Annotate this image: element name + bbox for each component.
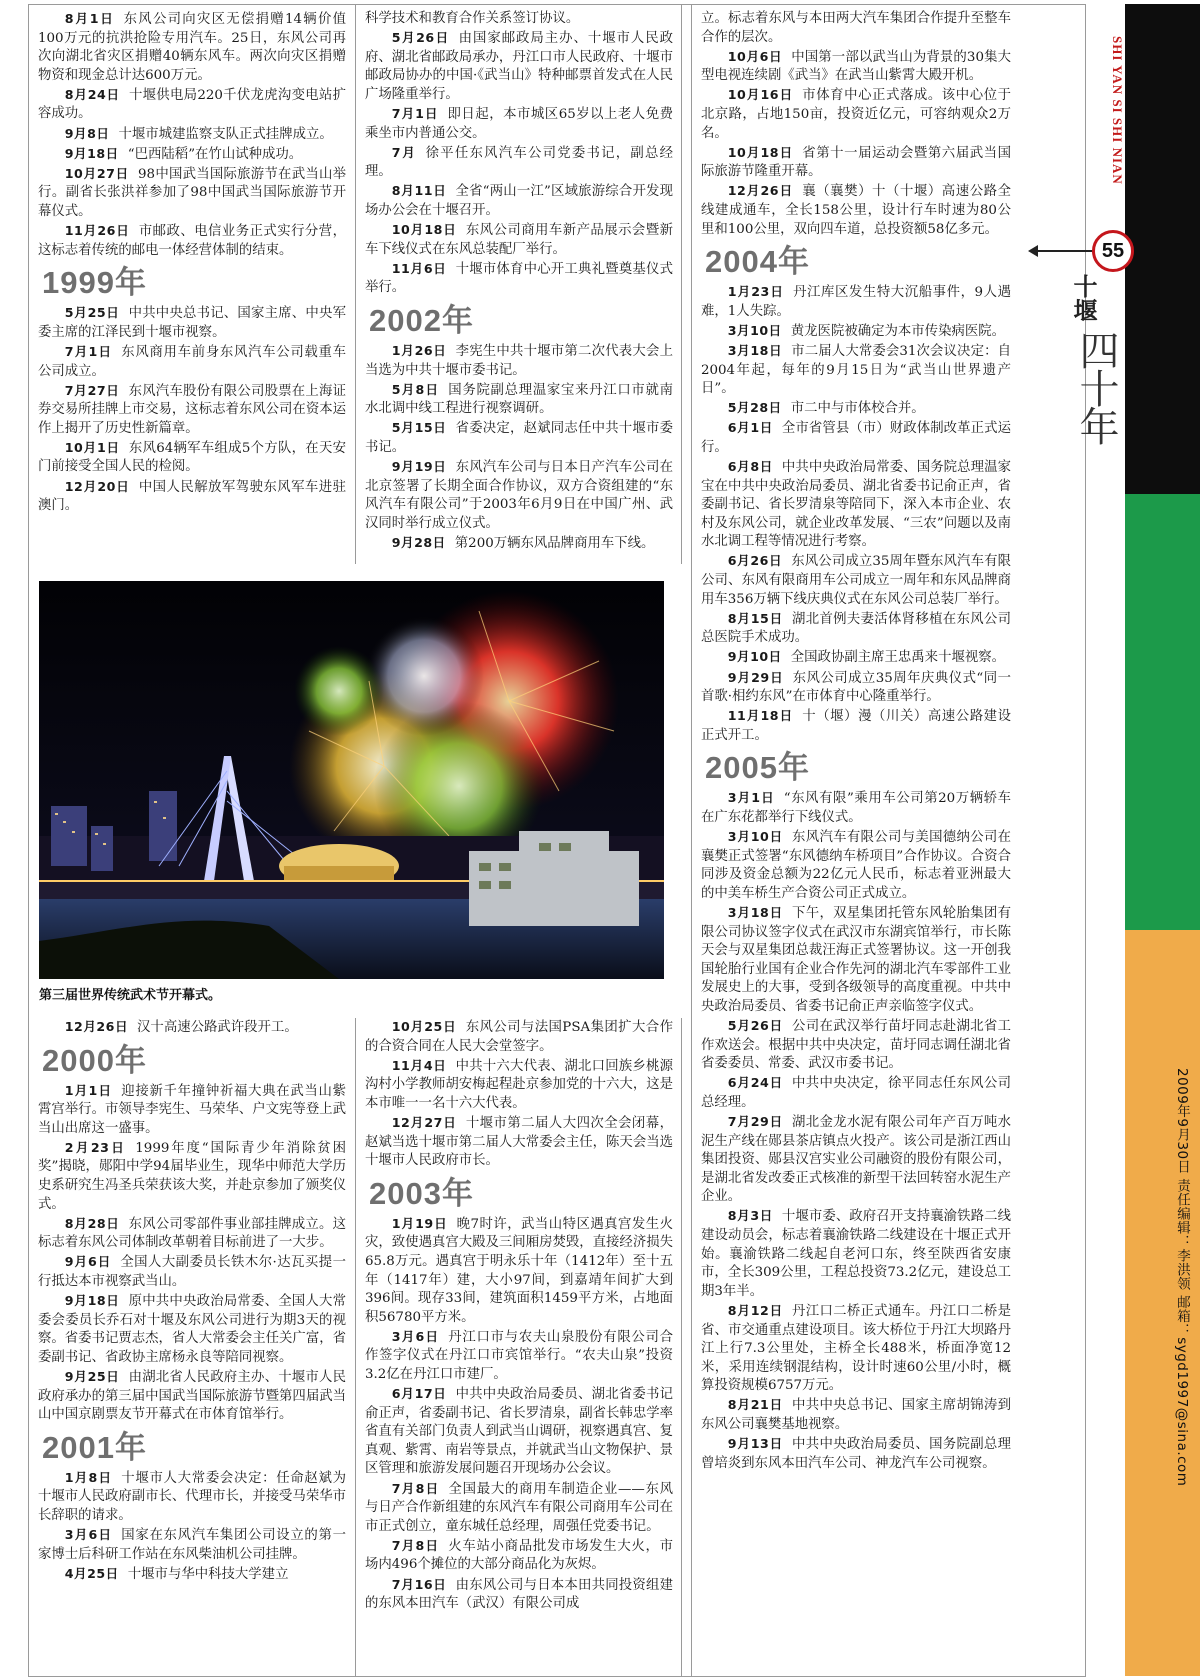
- entry: [365, 458, 673, 533]
- entry-date: 8月3日: [727, 1208, 773, 1224]
- entry-text: 湖北首例夫妻活体肾移植在东风公司总医院手术成功。: [701, 611, 1011, 646]
- entry: [365, 419, 673, 457]
- entry-text: 东风汽车公司与日本日产汽车公司在北京签署了长期全面合作协议，双方合资组建的“东风汽车有限公司”于2003年6月9日在中国广州、武汉同时举行成立仪式。: [365, 459, 673, 531]
- entry-text: 由东风公司与日本本田共同投资组建的东风本田汽车（武汉）有限公司成: [365, 1577, 673, 1612]
- entry-text: 中共中央总书记、国家主席、中央军委主席的江泽民到十堰市视察。: [38, 306, 346, 340]
- entry: [365, 1328, 673, 1385]
- photo-caption: 第三届世界传统武术节开幕式。: [39, 988, 222, 1003]
- year-heading-2004: 2004年: [705, 244, 810, 280]
- entry: [701, 1017, 1011, 1074]
- entry: [701, 552, 1011, 609]
- entry-text: 全省“两山一江”区域旅游综合开发现场办公会在十堰召开。: [365, 184, 673, 218]
- column-3: [701, 10, 1011, 1474]
- column-2-top: [365, 10, 673, 554]
- entry-date: 10月1日: [64, 439, 120, 455]
- entry-date: 7月8日: [391, 1480, 440, 1496]
- entry-date: 9月18日: [64, 1293, 120, 1309]
- entry-text: 市二中与市体校合并。: [790, 401, 925, 417]
- entry-date: 9月18日: [64, 145, 119, 161]
- entry-text: 迎接新千年撞钟祈福大典在武当山紫霄宫举行。市领导李宪生、马荣华、户文宪等登上武当山出席这一盛事。: [38, 1083, 346, 1136]
- entry-text: 襄（襄樊）十（十堰）高速公路全线建成通车，全长158公里，设计行车时速为80公里和100公里，双向四车道，总投资额58亿多元。: [701, 184, 1011, 237]
- entry-text: 第200万辆东风品牌商用车下线。: [454, 535, 655, 551]
- entry-text: 中共中央政治局常委、国务院总理温家宝在中共中央政治局委员、湖北省委书记俞正声，省委副书记、省长罗清泉等陪同下，深入本市企业、农村及东风公司，就企业改革发展、“三农”问题以及南水北调工程等情况进行考察。: [701, 459, 1012, 550]
- entry-text: 全国最大的商用车制造企业——东风与日产合作新组建的东风汽车有限公司商用车公司在市正式创立，童东城任总经理，周强任党委书记。: [365, 1481, 673, 1534]
- entry-text: 东风公司向灾区无偿捐赠14辆价值100万元的抗洪抢险专用汽车。25日，东风公司再次向湖北省灾区捐赠40辆东风车。两次向灾区捐赠物资和现金总计达600万元。: [38, 12, 346, 83]
- entry: [38, 165, 346, 222]
- left-border: [28, 4, 29, 1676]
- entry: [365, 1018, 673, 1056]
- entry-date: 7月: [391, 144, 417, 160]
- entry: [701, 182, 1011, 239]
- entry-date: 7月1日: [64, 343, 113, 359]
- entry-text: 十堰市第二届人大四次全会闭幕，赵斌当选十堰市第二届人大常委会主任，陈天会当选十堰市人民政府市长。: [365, 1115, 673, 1169]
- entry-text: 中共中央总书记、国家主席胡锦涛到东风公司襄樊基地视察。: [701, 1398, 1011, 1432]
- entry: [701, 1302, 1011, 1396]
- entry-text: 东风64辆军车组成5个方队，在天安门前接受全国人民的检阅。: [38, 440, 346, 475]
- entry-date: 3月10日: [727, 829, 784, 845]
- page-number-badge: 55: [1092, 230, 1134, 272]
- entry-date: 6月1日: [727, 420, 773, 436]
- entry-text: 中共中央政治局委员、湖北省委书记俞正声，省委副书记、省长罗清泉，副省长韩忠学率省直有关部门负责人到武当山调研，视察遇真宫、复真观、紫霄、南岩等景点，并就武当山文物保护、景区管理和旅游发展问题召开现场办公会议。: [365, 1387, 673, 1477]
- fireworks-photo: [39, 581, 664, 979]
- entry: [701, 419, 1011, 457]
- year-heading-2002: 2002年: [369, 302, 474, 338]
- entry-date: 7月8日: [391, 1537, 440, 1553]
- entry-date: 9月13日: [727, 1436, 784, 1452]
- column-divider-1: [355, 4, 356, 564]
- entry: [365, 1385, 673, 1479]
- entry-text: 丹江口二桥正式通车。丹江口二桥是省、市交通重点建设项目。该大桥位于丹江大坝路丹江上行7.3公里处，主桥全长488米，桥面净宽12米，采用连续钢混结构，设计时速60公里/小时，概算投资规模6757万元。: [701, 1303, 1011, 1394]
- entry-text: 下午，双星集团托管东风轮胎集团有限公司协议签字仪式在武汉市东湖宾馆举行，市长陈天会与双星集团总裁汪海正式签署协议。这一开创我国轮胎行业国有企业合作先河的湖北汽车零部件工业发展史上的大事，受到各级领导的高度重视。中共中央政治局委员、省委书记俞正声亲临签字仪式。: [701, 905, 1011, 1014]
- column-divider-1b: [355, 1018, 356, 1676]
- sidebar-green-bar: [1125, 494, 1200, 930]
- entry-date: 2月23日: [64, 1139, 127, 1155]
- entry-text: 李宪生中共十堰市第二次代表大会上当选为中共十堰市委书记。: [365, 343, 673, 378]
- masthead-shiyan: 十堰: [1069, 274, 1098, 322]
- entry-date: 11月6日: [391, 260, 447, 276]
- entry-text: 由湖北省人民政府主办、十堰市人民政府承办的第三届中国武当国际旅游节暨第四届武当山中国京剧票友节开幕式在市体育馆举行。: [38, 1370, 346, 1423]
- entry-date: 5月25日: [64, 305, 120, 321]
- entry: [365, 342, 673, 380]
- entry-text: 十堰市与华中科技大学建立: [127, 1566, 289, 1582]
- entry-date: 5月28日: [727, 400, 782, 416]
- entry: [365, 105, 673, 143]
- entry-text: 火车站小商品批发市场发生大火，市场内496个摊位的大部分商品化为灰烬。: [365, 1538, 673, 1573]
- top-border: [28, 4, 1086, 5]
- entry: [701, 1207, 1011, 1301]
- entry-date: 8月28日: [64, 1215, 120, 1231]
- entry: [38, 145, 346, 165]
- entry-text: 东风商用车前身东风汽车公司载重车公司成立。: [38, 344, 346, 379]
- entry-date: 11月18日: [727, 708, 794, 724]
- entry: [365, 221, 673, 259]
- arrow-line: [1036, 250, 1094, 252]
- entry-date: 12月27日: [391, 1114, 457, 1130]
- entry-date: 9月28日: [391, 534, 446, 550]
- entry: [701, 648, 1011, 668]
- entry: [701, 144, 1011, 182]
- entry-2000-lead: [38, 1018, 346, 1038]
- entry-date: 3月6日: [391, 1328, 440, 1344]
- entry-text: 湖北金龙水泥有限公司年产百万吨水泥生产线在郧县茶店镇点火投产。该公司是浙江西山集团投资、郧县汉宫实业公司融资的股份有限公司，是湖北省发改委正式核准的新型干法回转窑水泥生产企业。: [701, 1114, 1011, 1205]
- entry-date: 9月10日: [727, 649, 782, 665]
- entry-date: 1月23日: [727, 284, 785, 300]
- entry-text: 十堰市城建监察支队正式挂牌成立。: [118, 126, 333, 142]
- year-heading-2001: 2001年: [42, 1429, 147, 1465]
- entry: [701, 10, 1011, 47]
- entry-text: 丹江口市与农夫山泉股份有限公司合作签字仪式在丹江口市宾馆举行。“农夫山泉”投资3.2亿在丹江口市建厂。: [365, 1329, 673, 1382]
- entry-text: 中共十六大代表、湖北口回族乡桃源沟村小学教师胡安梅起程赴京参加党的十六大，这是本市唯一一名十六大代表。: [365, 1058, 673, 1111]
- entry: [38, 1565, 346, 1585]
- entry: [701, 322, 1011, 342]
- column-1-bottom: [38, 1018, 346, 1585]
- entry: [38, 382, 346, 439]
- entry-text: 东风公司成立35周年暨东风汽车有限公司、东风有限商用车公司成立一周年和东风品牌商用车356万辆下线庆典仪式在东风公司总装厂举行。: [701, 554, 1011, 607]
- entry-text: 黄龙医院被确定为本市传染病医院。: [790, 323, 1006, 339]
- entry-date: 3月18日: [727, 342, 783, 358]
- entry: [701, 458, 1011, 552]
- entry-text: 徐平任东风汽车公司党委书记，副总经理。: [365, 145, 674, 180]
- entry-date: 3月18日: [727, 904, 784, 920]
- entry: [365, 1576, 673, 1614]
- edition-info: 2009年9月30日 责任编辑：李洪领 邮箱：sygd1997@sina.com: [1174, 1068, 1190, 1487]
- year-heading-1999: 1999年: [42, 265, 147, 301]
- entry: [701, 1113, 1011, 1207]
- entry-text: 98中国武当国际旅游节在武当山举行。副省长张洪祥参加了98中国武当国际旅游节开幕仪式。: [38, 166, 346, 219]
- entry: [38, 1253, 346, 1291]
- entry-date: 5月15日: [391, 420, 447, 436]
- entry: [38, 222, 346, 260]
- sidebar-pinyin: SHI YAN SI SHI NIAN: [1110, 36, 1125, 185]
- year-heading-2003: 2003年: [369, 1175, 474, 1211]
- entry-text: 全市省管县（市）财政体制改革正式运行。: [701, 421, 1012, 455]
- entry-text: 市邮政、电信业务正式实行分营，这标志着传统的邮电一体经营体制的结束。: [38, 224, 346, 258]
- sidebar-black-bar: [1125, 4, 1200, 494]
- entry-text: 汉十高速公路武许段开工。: [137, 1020, 298, 1035]
- entry-date: 4月25日: [64, 1565, 119, 1581]
- entry-date: 1月8日: [64, 1469, 113, 1485]
- entry-text: 东风公司商用车新产品展示会暨新车下线仪式在东风总装配厂举行。: [365, 223, 673, 257]
- entry-date: 7月16日: [391, 1576, 447, 1592]
- entry-text: 十堰市委、政府召开支持襄渝铁路二线建设动员会，标志着襄渝铁路二线建设在十堰正式开始。襄渝铁路二线起自老河口东，终至陕西省安康市，全长309公里，工程总投资73.2亿元，建设总工期3年半。: [701, 1209, 1012, 1299]
- entry-text: 中国第一部以武当山为背景的30集大型电视连续剧《武当》在武当山紫霄大殿开机。: [701, 49, 1011, 84]
- entry: [38, 1368, 346, 1425]
- entry-date: 1月19日: [391, 1215, 448, 1231]
- entry: [701, 342, 1011, 399]
- column-divider-2: [681, 4, 682, 564]
- entry-date: 1月1日: [64, 1082, 113, 1098]
- entry-date: 8月21日: [727, 1397, 784, 1413]
- entry-text: 中共中央决定，徐平同志任东风公司总经理。: [701, 1076, 1011, 1110]
- entry: [38, 439, 346, 477]
- entry-text: 即日起，本市城区65岁以上老人免费乘坐市内普通公交。: [365, 106, 673, 141]
- entry: [701, 610, 1011, 648]
- entry: [38, 1215, 346, 1253]
- entry-date: 5月26日: [727, 1018, 784, 1033]
- entry: [38, 10, 346, 85]
- entry-date: 1月26日: [391, 342, 447, 358]
- entry-text: 原中共中央政治局常委、全国人大常委会委员长乔石对十堰及东风公司进行为期3天的视察。省委书记贾志杰，省人大常委会主任关广富，省委副书记、省政协主席杨永良等陪同视察。: [38, 1294, 346, 1365]
- entry-date: 3月10日: [727, 322, 782, 338]
- entry-text: 省委决定，赵斌同志任中共十堰市委书记。: [365, 421, 673, 455]
- entry-date: 9月19日: [391, 458, 447, 474]
- entry-text: 市体育中心正式落成。该中心位于北京路，占地150亩，投资近亿元，可容纳观众2万名。: [701, 88, 1011, 141]
- entry: [701, 707, 1011, 745]
- column-2-bottom: [365, 1018, 673, 1614]
- entry: [38, 343, 346, 381]
- entry: [38, 1082, 346, 1139]
- column-divider-2b: [681, 1018, 682, 1676]
- year-heading-2000: 2000年: [42, 1042, 147, 1078]
- entry-date: 6月26日: [727, 553, 783, 569]
- entry-date: 6月8日: [727, 458, 773, 474]
- entry: [38, 304, 346, 342]
- entry-text: 十堰市体育中心开工典礼暨奠基仪式举行。: [365, 261, 673, 296]
- fireworks-night-scene: [39, 581, 664, 979]
- entry: [38, 1292, 346, 1367]
- entry: [701, 789, 1011, 827]
- entry: [365, 1480, 673, 1537]
- entry-text: 十堰市人大常委会决定：任命赵斌为十堰市人民政府副市长、代理市长，并接受马荣华市长辞职的请求。: [38, 1470, 346, 1523]
- entry-date: 8月12日: [727, 1302, 784, 1318]
- masthead-forty-years: 四十年: [1073, 330, 1119, 444]
- entry-text: “东风有限”乘用车公司第20万辆轿车在广东花都举行下线仪式。: [701, 791, 1012, 825]
- entry: [365, 260, 673, 298]
- entry-date: 9月29日: [727, 669, 784, 685]
- entry-date: 8月15日: [727, 610, 784, 626]
- entry: [365, 1215, 673, 1328]
- entry: [38, 1139, 346, 1214]
- entry-text: 十堰供电局220千伏龙虎沟变电站扩容成功。: [38, 87, 346, 122]
- entry-text: 科学技术和教育合作关系签订协议。: [365, 11, 580, 26]
- entry: [365, 381, 673, 419]
- entry-text: 丹江库区发生特大沉船事件，9人遇难，1人失踪。: [701, 285, 1011, 319]
- entry-text: 国务院副总理温家宝来丹江口市就南水北调中线工程进行视察调研。: [365, 382, 673, 417]
- entry: [701, 669, 1011, 707]
- entry-text: 国家在东风汽车集团公司设立的第一家博士后科研工作站在东风柴油机公司挂牌。: [38, 1528, 346, 1562]
- entry: [365, 10, 673, 29]
- entry-date: 10月27日: [64, 165, 130, 181]
- entry-date: 10月18日: [727, 144, 794, 160]
- entry-text: 全国人大副委员长铁木尔·达瓦买提一行抵达本市视察武当山。: [38, 1255, 346, 1290]
- entry-date: 8月24日: [64, 86, 120, 102]
- entry-date: 3月6日: [64, 1527, 113, 1543]
- entry-date: 6月17日: [391, 1386, 447, 1402]
- entry-text: 中国人民解放军驾驶东风军车进驻澳门。: [38, 479, 346, 514]
- entry-date: 9月6日: [64, 1254, 112, 1270]
- entry-text: 全国政协副主席王忠禹来十堰视察。: [790, 650, 1006, 666]
- entry-date: 10月16日: [727, 87, 794, 103]
- entry-date: 10月25日: [391, 1019, 457, 1034]
- entry-date: 5月26日: [391, 30, 450, 46]
- entry-date: 7月1日: [391, 105, 439, 121]
- entry-text: “巴西陆稻”在竹山试种成功。: [127, 146, 303, 162]
- bottom-border: [28, 1676, 1086, 1677]
- entry-text: 公司在武汉举行苗圩同志赴湖北省工作欢送会。根据中共中央决定，苗圩同志调任湖北省省委委员、常委、武汉市委书记。: [701, 1019, 1011, 1072]
- right-border: [1085, 4, 1086, 1676]
- entry-text: 省第十一届运动会暨第六届武当国际旅游节隆重开幕。: [701, 145, 1011, 180]
- column-divider-3: [691, 4, 692, 1676]
- entry-text: 东风公司零部件事业部挂牌成立。这标志着东风公司体制改革朝着目标前进了一大步。: [38, 1216, 346, 1251]
- entry-date: 11月4日: [391, 1057, 447, 1073]
- entry-text: 十（堰）漫（川关）高速公路建设正式开工。: [701, 709, 1011, 743]
- entry: [38, 478, 346, 516]
- entry: [365, 182, 673, 220]
- entry: [38, 1526, 346, 1564]
- entry-text: 立。标志着东风与本田两大汽车集团合作提升至整车合作的层次。: [701, 11, 1011, 45]
- entry: [38, 86, 346, 124]
- column-1-top: [38, 10, 346, 516]
- entry-text: 1999年度“国际青少年消除贫困奖”揭晓，郧阳中学94届毕业生，现华中师范大学历史系研究生冯圣兵荣获该大奖，并赴京参加了颁奖仪式。: [38, 1140, 346, 1212]
- entry: [701, 1074, 1011, 1112]
- entry-date: 10月18日: [391, 222, 457, 238]
- entry: [701, 48, 1011, 86]
- entry: [701, 86, 1011, 143]
- entry-text: 中共中央政治局委员、国务院副总理曾培炎到东风本田汽车公司、神龙汽车公司视察。: [701, 1437, 1011, 1471]
- entry-date: 9月8日: [64, 125, 110, 141]
- entry-text: 东风公司成立35周年庆典仪式“同一首歌·相约东风”在市体育中心隆重举行。: [701, 670, 1011, 705]
- entry-date: 8月1日: [64, 11, 115, 26]
- entry-text: 东风公司与法国PSA集团扩大合作的合资合同在人民大会堂签字。: [365, 1020, 673, 1054]
- entry: [365, 534, 673, 554]
- entry: [701, 904, 1011, 1017]
- entry-date: 10月6日: [727, 48, 783, 64]
- entry-date: 7月27日: [64, 382, 120, 398]
- entry-date: 11月26日: [64, 223, 130, 239]
- entry: [701, 1396, 1011, 1434]
- entry: [38, 125, 346, 145]
- entry-date: 8月11日: [391, 183, 447, 199]
- entry: [365, 29, 673, 104]
- entry: [701, 828, 1011, 903]
- entry-text: 由国家邮政局主办、十堰市人民政府、湖北省邮政局承办，丹江口市人民政府、十堰市邮政局协办的中国·《武当山》特种邮票首发式在人民广场隆重举行。: [365, 31, 674, 102]
- entry-text: 晚7时许，武当山特区遇真宫发生火灾，致使遇真宫大殿及三间厢房焚毁，直接经济损失65.8万元。遇真宫于明永乐十年（1412年）至十五年（1417年）建，大小97间，到嘉靖年间扩大到396间。现存33间，建筑面积1459平方米，占地面积56780平方米。: [365, 1216, 673, 1325]
- entry-date: 6月24日: [727, 1075, 784, 1091]
- entry-text: 东风汽车股份有限公司股票在上海证券交易所挂牌上市交易，这标志着东风公司在资本运作上揭开了历史性新篇章。: [38, 383, 346, 436]
- entry: [365, 1057, 673, 1114]
- year-heading-2005: 2005年: [705, 750, 810, 786]
- entry: [365, 1537, 673, 1575]
- entry: [38, 1469, 346, 1526]
- entry: [365, 1114, 673, 1171]
- entry-date: 12月26日: [64, 1019, 129, 1034]
- entry: [701, 283, 1011, 321]
- entry-date: 9月25日: [64, 1369, 120, 1384]
- entry-text: 东风汽车有限公司与美国德纳公司在襄樊正式签署“东风德纳车桥项目”合作协议。合资合同涉及资金总额为22亿元人民币，标志着亚洲最大的中美车桥生产合资公司正式成立。: [701, 830, 1011, 901]
- entry-date: 7月29日: [727, 1113, 784, 1129]
- entry: [701, 399, 1011, 419]
- entry-date: 5月8日: [391, 381, 440, 397]
- entry-text: 市二届人大常委会31次会议决定：自2004年起，每年的9月15日为“武当山世界遗产日”。: [701, 343, 1011, 397]
- entry-date: 12月26日: [727, 183, 794, 199]
- entry-date: 3月1日: [727, 790, 775, 806]
- entry-date: 12月20日: [64, 478, 130, 494]
- entry: [701, 1435, 1011, 1473]
- entry: [365, 144, 673, 182]
